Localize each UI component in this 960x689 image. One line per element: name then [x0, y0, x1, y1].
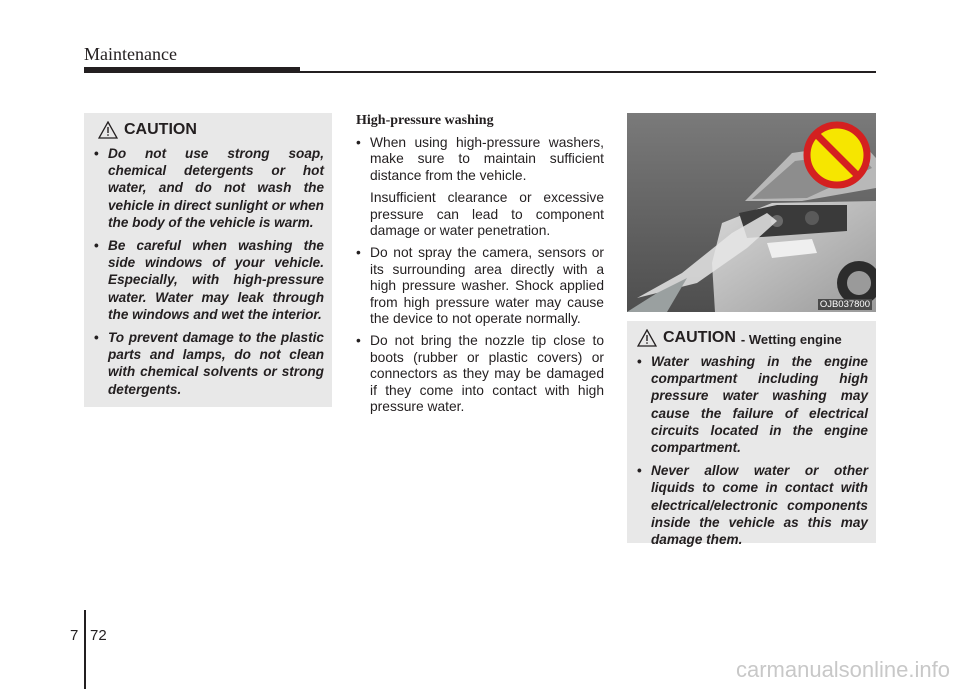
- body-item: [356, 245, 604, 327]
- illustration-drawing: [627, 113, 876, 312]
- caution-box-wetting-engine: [627, 321, 876, 548]
- figure-code: OJB037800: [819, 299, 870, 310]
- body-list: [356, 245, 604, 415]
- body-list: [356, 135, 604, 184]
- caution-header: [94, 121, 324, 139]
- caution-title: CAUTION: [663, 329, 736, 346]
- caution-box-general: [84, 113, 332, 407]
- caution-title: CAUTION: [124, 121, 197, 138]
- caution-item: • Do not use strong soap, chemical detergents or hot water, and do not wash the vehicle in direct sunlight or when the body of the vehicle is warm.: [94, 145, 324, 231]
- engine-washing-illustration: [627, 113, 876, 312]
- footer-rule: [84, 610, 86, 689]
- header-rule-thin: [300, 71, 876, 73]
- header-title: Maintenance: [84, 44, 177, 64]
- caution-list: [637, 353, 868, 548]
- warning-triangle-icon: [98, 121, 118, 139]
- body-paragraph: Insufficient clearance or excessive pressure can lead to component damage or water penetration.: [370, 190, 604, 239]
- section-number: 7: [70, 627, 79, 644]
- body-item: [356, 333, 604, 415]
- body-item-text: Do not bring the nozzle tip close to boots (rubber or plastic covers) or connectors as they may be damaged if they come into contact with high pressure water.: [370, 333, 604, 415]
- main-text-column: [356, 113, 604, 422]
- watermark: carmanualsonline.info: [735, 657, 950, 682]
- caution-header: [637, 329, 868, 347]
- caution-item: • Be careful when washing the side windows of your vehicle. Especially, with high-pressure water. Water may leak through the windows and wet the interior.: [94, 237, 324, 323]
- warning-triangle-icon: [637, 329, 657, 347]
- caution-item: • Water washing in the engine compartment including high pressure water washing may cause the failure of electrical circuits located in the engine compartment.: [637, 353, 868, 456]
- caution-item: • Never allow water or other liquids to come in contact with electrical/electronic components inside the vehicle as this may damage them.: [637, 462, 868, 548]
- caution-subtitle: - Wetting engine: [740, 331, 842, 347]
- body-item: [356, 135, 604, 184]
- caution-item: • To prevent damage to the plastic parts and lamps, do not clean with chemical solvents or strong detergents.: [94, 329, 324, 398]
- page-number: 72: [90, 627, 107, 644]
- section-heading: High-pressure washing: [356, 113, 494, 128]
- header-rule-thick: [84, 67, 300, 73]
- body-item-text: Do not spray the camera, sensors or its surrounding area directly with a high pressure washer. Shock applied from high pressure water may cause the device to not operate normally.: [370, 245, 604, 327]
- body-item-text: When using high-pressure washers, make sure to maintain sufficient distance from the vehicle.: [370, 135, 604, 183]
- caution-list: [94, 145, 324, 398]
